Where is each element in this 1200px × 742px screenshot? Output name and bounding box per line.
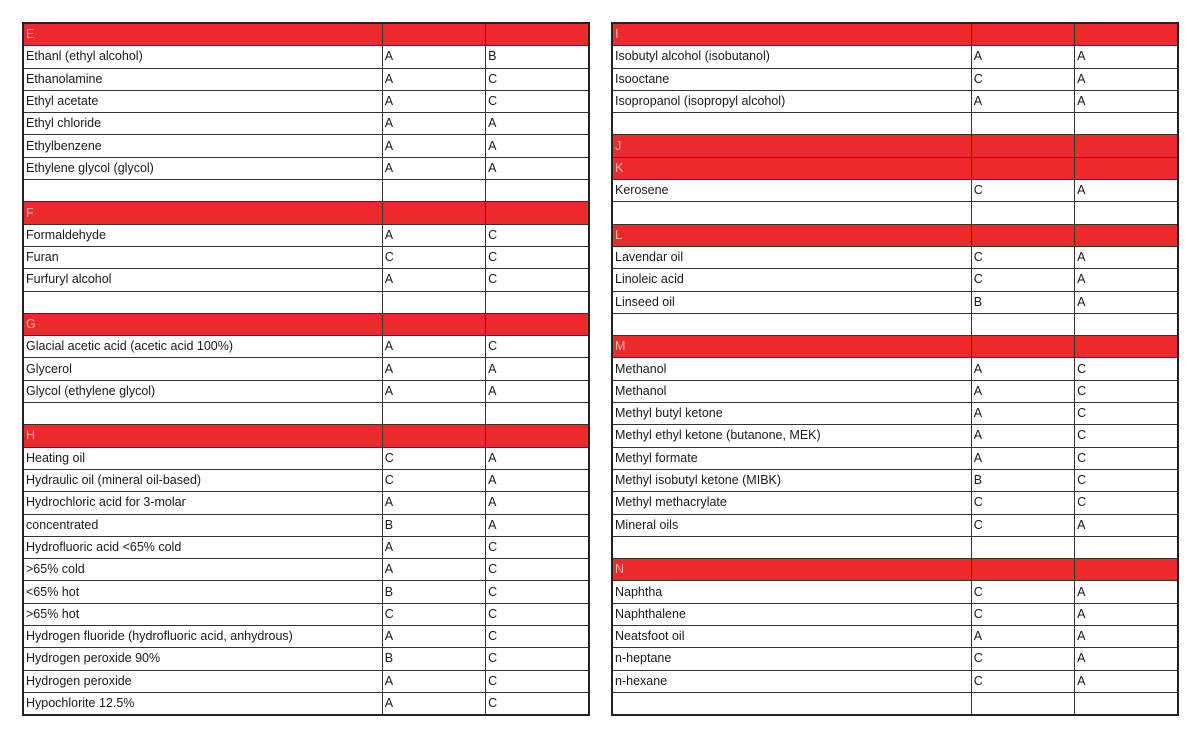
chemical-name: Methyl ethyl ketone (butanone, MEK) [612, 425, 971, 447]
chemical-name: Ethyl acetate [23, 90, 382, 112]
chemical-name: Glacial acetic acid (acetic acid 100%) [23, 336, 382, 358]
chemical-name: Methyl isobutyl ketone (MIBK) [612, 469, 971, 491]
chemical-name: Hydrogen peroxide [23, 670, 382, 692]
table-row [23, 358, 589, 380]
rating-cell-1: A [971, 626, 1074, 648]
empty-cell [23, 403, 382, 425]
rating-cell-2: C [486, 269, 589, 291]
rating-cell-1: A [382, 68, 485, 90]
rating-cell-2: A [1075, 670, 1178, 692]
rating-cell-1: A [382, 358, 485, 380]
header-empty-cell [971, 224, 1074, 246]
rating-cell-1: C [971, 648, 1074, 670]
table-row [23, 492, 589, 514]
rating-cell-2: A [486, 358, 589, 380]
rating-cell-1: C [971, 269, 1074, 291]
header-empty-cell [971, 23, 1074, 46]
rating-cell-2: C [486, 90, 589, 112]
section-header-row [23, 23, 589, 46]
rating-cell-1: A [382, 224, 485, 246]
chemical-name: Hydrogen fluoride (hydrofluoric acid, anhydrous) [23, 626, 382, 648]
chemical-name: Ethanl (ethyl alcohol) [23, 46, 382, 68]
rating-cell-2: C [486, 559, 589, 581]
rating-cell-2: C [1075, 447, 1178, 469]
rating-cell-2: C [1075, 425, 1178, 447]
chemical-name: Furfuryl alcohol [23, 269, 382, 291]
rating-cell-1: A [971, 403, 1074, 425]
empty-cell [1075, 202, 1178, 224]
rating-cell-2: C [486, 648, 589, 670]
table-row [23, 648, 589, 670]
section-letter: E [23, 23, 382, 46]
rating-cell-2: A [1075, 581, 1178, 603]
rating-cell-1: B [971, 291, 1074, 313]
rating-cell-2: C [1075, 492, 1178, 514]
chemical-name: Neatsfoot oil [612, 626, 971, 648]
chemical-name: Linseed oil [612, 291, 971, 313]
empty-cell [971, 202, 1074, 224]
rating-cell-2: C [486, 246, 589, 268]
blank-row [23, 180, 589, 202]
section-letter: F [23, 202, 382, 224]
header-empty-cell [486, 202, 589, 224]
section-header-row [23, 202, 589, 224]
rating-cell-2: A [1075, 648, 1178, 670]
chemical-name: Hydrofluoric acid <65% cold [23, 536, 382, 558]
rating-cell-2: A [486, 469, 589, 491]
chemical-name: Hydrogen peroxide 90% [23, 648, 382, 670]
chemical-name: Methanol [612, 380, 971, 402]
rating-cell-2: A [1075, 46, 1178, 68]
rating-cell-1: C [971, 670, 1074, 692]
rating-cell-1: A [382, 46, 485, 68]
header-empty-cell [1075, 336, 1178, 358]
chemical-name: Glycerol [23, 358, 382, 380]
header-empty-cell [486, 313, 589, 335]
empty-cell [971, 692, 1074, 715]
table-row [23, 269, 589, 291]
rating-cell-2: C [1075, 469, 1178, 491]
table-row [612, 403, 1178, 425]
chemical-name: Isooctane [612, 68, 971, 90]
header-empty-cell [1075, 157, 1178, 179]
table-row [23, 603, 589, 625]
blank-row [612, 536, 1178, 558]
empty-cell [1075, 692, 1178, 715]
header-empty-cell [971, 559, 1074, 581]
section-header-row [612, 336, 1178, 358]
section-letter: G [23, 313, 382, 335]
chemical-name: Linoleic acid [612, 269, 971, 291]
table-row [612, 447, 1178, 469]
table-row [23, 246, 589, 268]
chemical-name: Hydrochloric acid for 3-molar [23, 492, 382, 514]
rating-cell-1: B [971, 469, 1074, 491]
empty-cell [1075, 113, 1178, 135]
chemical-name: Hydraulic oil (mineral oil-based) [23, 469, 382, 491]
table-row [23, 135, 589, 157]
rating-cell-1: C [382, 447, 485, 469]
table-row [612, 246, 1178, 268]
table-row [612, 626, 1178, 648]
rating-cell-2: A [486, 113, 589, 135]
chemical-name: Lavendar oil [612, 246, 971, 268]
rating-cell-2: C [486, 536, 589, 558]
rating-cell-1: A [382, 336, 485, 358]
rating-cell-1: A [971, 425, 1074, 447]
table-row [612, 581, 1178, 603]
table-row [612, 425, 1178, 447]
rating-cell-2: A [1075, 269, 1178, 291]
header-empty-cell [1075, 135, 1178, 157]
header-empty-cell [1075, 559, 1178, 581]
table-row [612, 358, 1178, 380]
empty-cell [23, 291, 382, 313]
table-row [612, 603, 1178, 625]
rating-cell-1: A [971, 90, 1074, 112]
chemical-name: Ethylbenzene [23, 135, 382, 157]
table-row [612, 269, 1178, 291]
empty-cell [612, 313, 971, 335]
rating-cell-2: A [486, 492, 589, 514]
chemical-name: Naphtha [612, 581, 971, 603]
table-row [23, 113, 589, 135]
rating-cell-2: A [1075, 603, 1178, 625]
rating-cell-1: A [971, 46, 1074, 68]
table-row [23, 224, 589, 246]
right-table-body [612, 23, 1178, 715]
rating-cell-2: C [486, 581, 589, 603]
empty-cell [612, 113, 971, 135]
rating-cell-1: A [971, 380, 1074, 402]
resistance-table-left [22, 22, 590, 716]
blank-row [612, 202, 1178, 224]
rating-cell-2: C [486, 603, 589, 625]
section-letter: N [612, 559, 971, 581]
rating-cell-2: C [486, 68, 589, 90]
chemical-name: Ethanolamine [23, 68, 382, 90]
rating-cell-2: C [486, 336, 589, 358]
table-row [23, 447, 589, 469]
section-header-row [612, 559, 1178, 581]
rating-cell-2: A [1075, 626, 1178, 648]
rating-cell-2: A [1075, 180, 1178, 202]
rating-cell-1: A [382, 113, 485, 135]
empty-cell [971, 536, 1074, 558]
rating-cell-2: A [1075, 90, 1178, 112]
table-row [23, 157, 589, 179]
section-letter: H [23, 425, 382, 447]
table-row [612, 670, 1178, 692]
table-row [23, 670, 589, 692]
chemical-name: Formaldehyde [23, 224, 382, 246]
rating-cell-2: C [486, 224, 589, 246]
table-row [23, 559, 589, 581]
rating-cell-1: B [382, 648, 485, 670]
rating-cell-2: C [1075, 403, 1178, 425]
header-empty-cell [486, 425, 589, 447]
rating-cell-1: B [382, 581, 485, 603]
rating-cell-1: A [382, 692, 485, 715]
section-letter: I [612, 23, 971, 46]
rating-cell-1: A [971, 447, 1074, 469]
section-header-row [612, 135, 1178, 157]
rating-cell-1: C [971, 581, 1074, 603]
rating-cell-1: A [382, 670, 485, 692]
empty-cell [612, 692, 971, 715]
rating-cell-1: C [971, 180, 1074, 202]
rating-cell-2: A [1075, 291, 1178, 313]
rating-cell-2: A [486, 135, 589, 157]
empty-cell [971, 113, 1074, 135]
chemical-name: Ethyl chloride [23, 113, 382, 135]
blank-row [612, 313, 1178, 335]
table-row [612, 514, 1178, 536]
empty-cell [382, 180, 485, 202]
chemical-name: concentrated [23, 514, 382, 536]
rating-cell-2: C [1075, 358, 1178, 380]
rating-cell-2: C [486, 626, 589, 648]
rating-cell-1: C [382, 469, 485, 491]
header-empty-cell [971, 135, 1074, 157]
section-header-row [23, 313, 589, 335]
rating-cell-2: A [486, 157, 589, 179]
table-row [612, 648, 1178, 670]
table-row [23, 626, 589, 648]
blank-row [23, 403, 589, 425]
empty-cell [486, 180, 589, 202]
section-letter: J [612, 135, 971, 157]
resistance-table-right [611, 22, 1179, 716]
empty-cell [612, 202, 971, 224]
empty-cell [971, 313, 1074, 335]
empty-cell [1075, 313, 1178, 335]
empty-cell [382, 291, 485, 313]
rating-cell-1: A [382, 90, 485, 112]
rating-cell-1: C [971, 514, 1074, 536]
rating-cell-1: A [382, 380, 485, 402]
empty-cell [486, 291, 589, 313]
header-empty-cell [971, 157, 1074, 179]
section-header-row [612, 157, 1178, 179]
empty-cell [23, 180, 382, 202]
rating-cell-2: A [486, 447, 589, 469]
chemical-name: Naphthalene [612, 603, 971, 625]
chemical-name: Methyl methacrylate [612, 492, 971, 514]
empty-cell [486, 403, 589, 425]
header-empty-cell [382, 425, 485, 447]
chemical-name: n-heptane [612, 648, 971, 670]
rating-cell-2: C [1075, 380, 1178, 402]
rating-cell-1: A [382, 492, 485, 514]
rating-cell-2: A [1075, 246, 1178, 268]
table-row [612, 180, 1178, 202]
header-empty-cell [1075, 23, 1178, 46]
rating-cell-1: A [382, 626, 485, 648]
rating-cell-2: A [486, 514, 589, 536]
left-table-body [23, 23, 589, 715]
rating-cell-1: C [382, 603, 485, 625]
chemical-name: >65% hot [23, 603, 382, 625]
table-row [612, 68, 1178, 90]
table-row [23, 536, 589, 558]
section-letter: K [612, 157, 971, 179]
rating-cell-1: C [971, 246, 1074, 268]
chemical-name: Isobutyl alcohol (isobutanol) [612, 46, 971, 68]
table-row [23, 581, 589, 603]
blank-row [612, 692, 1178, 715]
table-row [23, 692, 589, 715]
rating-cell-1: C [382, 246, 485, 268]
table-row [612, 380, 1178, 402]
table-row [23, 469, 589, 491]
header-empty-cell [1075, 224, 1178, 246]
header-empty-cell [971, 336, 1074, 358]
rating-cell-2: C [486, 692, 589, 715]
chemical-name: Methyl formate [612, 447, 971, 469]
rating-cell-1: B [382, 514, 485, 536]
table-row [612, 492, 1178, 514]
chemical-name: Methyl butyl ketone [612, 403, 971, 425]
table-row [23, 380, 589, 402]
blank-row [23, 291, 589, 313]
rating-cell-1: A [382, 157, 485, 179]
section-header-row [23, 425, 589, 447]
section-header-row [612, 23, 1178, 46]
rating-cell-2: A [486, 380, 589, 402]
chemical-name: Glycol (ethylene glycol) [23, 380, 382, 402]
blank-row [612, 113, 1178, 135]
rating-cell-1: A [382, 135, 485, 157]
table-row [23, 46, 589, 68]
header-empty-cell [382, 202, 485, 224]
chemical-name: n-hexane [612, 670, 971, 692]
chemical-name: Isopropanol (isopropyl alcohol) [612, 90, 971, 112]
rating-cell-1: A [382, 269, 485, 291]
header-empty-cell [486, 23, 589, 46]
rating-cell-2: C [486, 670, 589, 692]
empty-cell [612, 536, 971, 558]
section-header-row [612, 224, 1178, 246]
rating-cell-1: A [382, 559, 485, 581]
rating-cell-1: A [382, 536, 485, 558]
rating-cell-2: A [1075, 68, 1178, 90]
rating-cell-2: B [486, 46, 589, 68]
chemical-name: <65% hot [23, 581, 382, 603]
chemical-name: >65% cold [23, 559, 382, 581]
chemical-name: Mineral oils [612, 514, 971, 536]
section-letter: L [612, 224, 971, 246]
chemical-name: Furan [23, 246, 382, 268]
empty-cell [382, 403, 485, 425]
empty-cell [1075, 536, 1178, 558]
table-row [23, 68, 589, 90]
rating-cell-1: C [971, 492, 1074, 514]
table-row [612, 291, 1178, 313]
header-empty-cell [382, 23, 485, 46]
chemical-name: Kerosene [612, 180, 971, 202]
table-row [612, 90, 1178, 112]
rating-cell-1: C [971, 68, 1074, 90]
rating-cell-2: A [1075, 514, 1178, 536]
chemical-name: Methanol [612, 358, 971, 380]
rating-cell-1: A [971, 358, 1074, 380]
chemical-name: Hypochlorite 12.5% [23, 692, 382, 715]
section-letter: M [612, 336, 971, 358]
table-row [23, 336, 589, 358]
table-row [612, 46, 1178, 68]
chemical-name: Heating oil [23, 447, 382, 469]
table-row [612, 469, 1178, 491]
table-row [23, 90, 589, 112]
chemical-name: Ethylene glycol (glycol) [23, 157, 382, 179]
header-empty-cell [382, 313, 485, 335]
table-row [23, 514, 589, 536]
rating-cell-1: C [971, 603, 1074, 625]
